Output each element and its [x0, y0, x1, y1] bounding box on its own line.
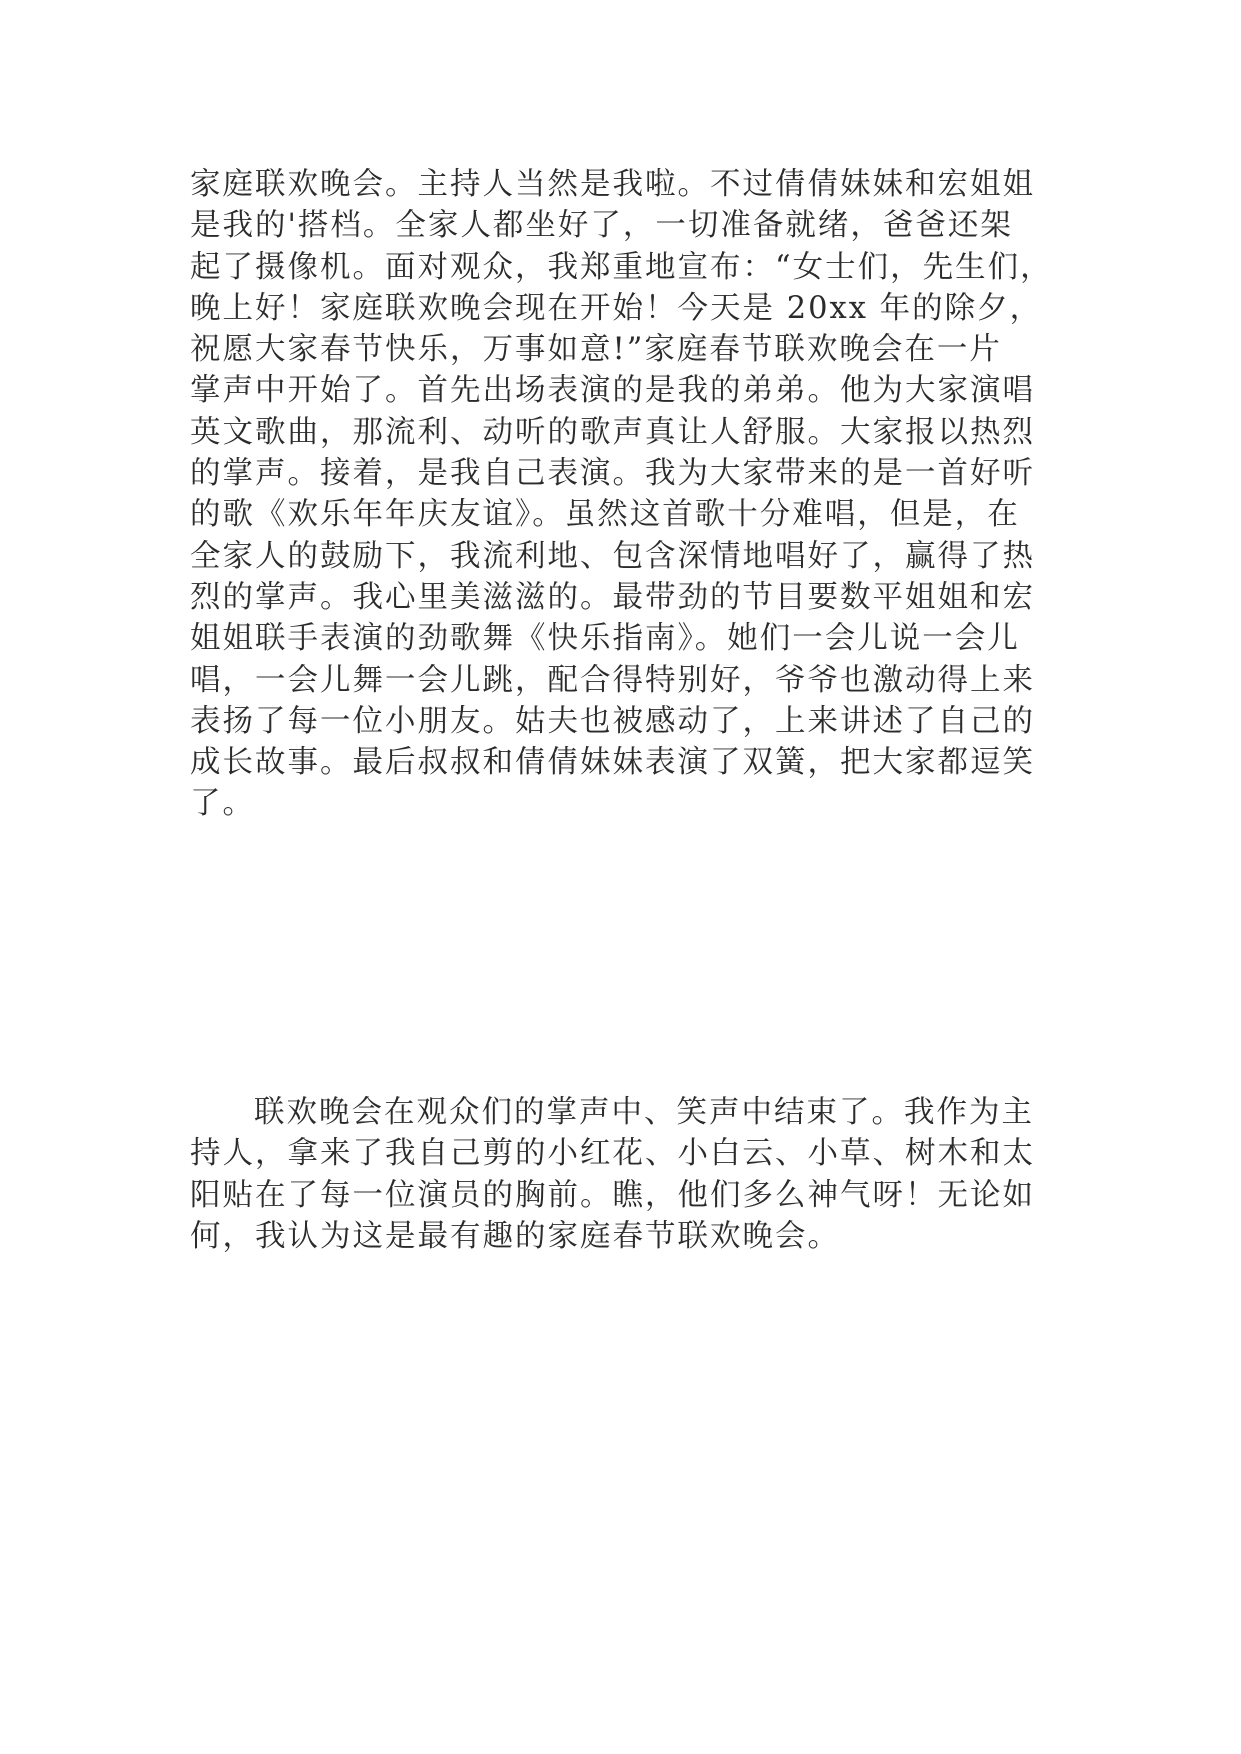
paragraph-line: 持人，拿来了我自己剪的小红花、小白云、小草、树木和太 — [190, 1136, 1035, 1172]
paragraph-line: 晚上好！家庭联欢晚会现在开始！今天是 20xx 年的除夕， — [190, 290, 1043, 326]
paragraph-line: 的歌《欢乐年年庆友谊》。虽然这首歌十分难唱，但是，在 — [190, 497, 1020, 533]
paragraph-line: 联欢晚会在观众们的掌声中、笑声中结束了。我作为主 — [254, 1095, 1034, 1130]
paragraph-line: 唱，一会儿舞一会儿跳，配合得特别好，爷爷也激动得上来 — [190, 662, 1035, 698]
paragraph-line: 了。 — [190, 786, 255, 822]
paragraph-line: 姐姐联手表演的劲歌舞《快乐指南》。她们一会儿说一会儿 — [190, 621, 1020, 657]
paragraph-line: 是我的'搭档。全家人都坐好了，一切准备就绪，爸爸还架 — [190, 208, 1013, 244]
paragraph-line: 祝愿大家春节快乐，万事如意!”家庭春节联欢晚会在一片 — [190, 332, 1002, 368]
paragraph-1 — [190, 164, 1053, 825]
paragraph-line: 阳贴在了每一位演员的胸前。瞧，他们多么神气呀！无论如 — [190, 1177, 1035, 1213]
paragraph-line: 烈的掌声。我心里美滋滋的。最带劲的节目要数平姐姐和宏 — [190, 579, 1035, 615]
paragraph-line: 表扬了每一位小朋友。姑夫也被感动了，上来讲述了自己的 — [190, 703, 1035, 739]
paragraph-line: 家庭联欢晚会。主持人当然是我啦。不过倩倩妹妹和宏姐姐 — [190, 167, 1035, 202]
paragraph-line: 英文歌曲，那流利、动听的歌声真让人舒服。大家报以热烈 — [190, 414, 1035, 450]
paragraph-line: 起了摄像机。面对观众，我郑重地宣布：“女士们，先生们， — [190, 249, 1053, 285]
paragraph-line: 成长故事。最后叔叔和倩倩妹妹表演了双簧，把大家都逗笑 — [190, 745, 1035, 781]
paragraph-line: 何，我认为这是最有趣的家庭春节联欢晚会。 — [190, 1218, 840, 1254]
paragraph-2 — [190, 1092, 1050, 1257]
paragraph-line: 掌声中开始了。首先出场表演的是我的弟弟。他为大家演唱 — [190, 373, 1035, 409]
paragraph-line: 的掌声。接着，是我自己表演。我为大家带来的是一首好听 — [190, 456, 1035, 492]
paragraph-line: 全家人的鼓励下，我流利地、包含深情地唱好了，赢得了热 — [190, 538, 1035, 574]
